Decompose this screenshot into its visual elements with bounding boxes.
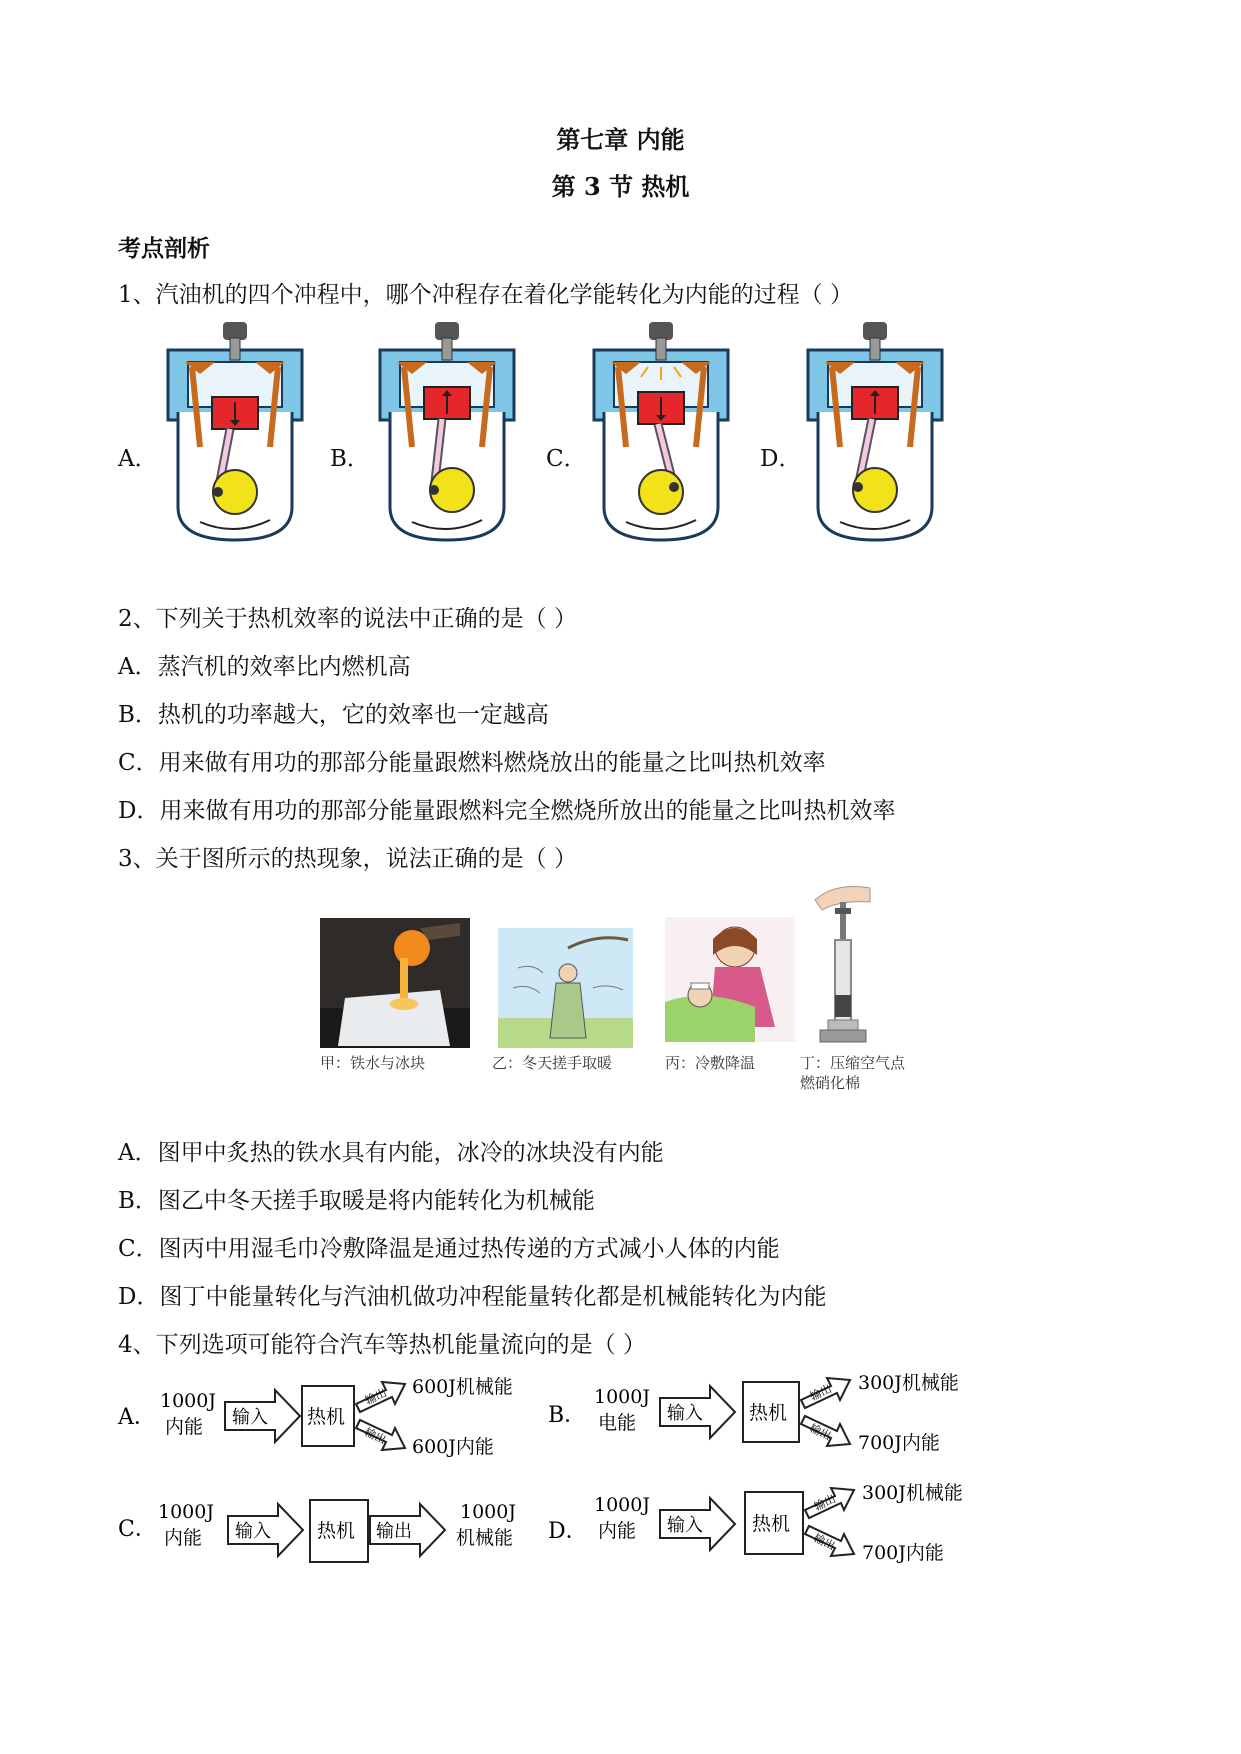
flow-b-src1: 1000J bbox=[594, 1386, 650, 1408]
flow-c-out1: 1000J bbox=[460, 1501, 516, 1523]
flow-d-out-down-text: 输出 bbox=[811, 1531, 838, 1553]
flow-a-src1: 1000J bbox=[160, 1390, 216, 1412]
q1-label-a: A． bbox=[118, 446, 158, 472]
q3-stem: 3、关于图所示的热现象，说法正确的是（ ） bbox=[118, 846, 577, 872]
flow-d-out1: 300J机械能 bbox=[862, 1482, 963, 1504]
flow-d-label: D． bbox=[548, 1519, 588, 1544]
section-title: 第 3 节 热机 bbox=[551, 172, 690, 201]
flow-b-out1: 300J机械能 bbox=[858, 1372, 959, 1394]
flow-d-src1: 1000J bbox=[594, 1494, 650, 1516]
flow-diagram-c bbox=[110, 1488, 540, 1578]
flow-c-out2: 机械能 bbox=[456, 1527, 514, 1549]
flow-a-src2: 内能 bbox=[165, 1416, 204, 1438]
flow-b-out2: 700J内能 bbox=[858, 1432, 940, 1454]
caption-ding-line2: 燃硝化棉 bbox=[800, 1074, 861, 1092]
flow-a-out1: 600J机械能 bbox=[412, 1376, 513, 1398]
flow-c-src1: 1000J bbox=[158, 1501, 214, 1523]
flow-c-output-text: 输出 bbox=[376, 1521, 412, 1542]
q3-option-b: B．图乙中冬天搓手取暖是将内能转化为机械能 bbox=[118, 1188, 595, 1214]
flow-b-input-text: 输入 bbox=[667, 1403, 703, 1424]
q2-option-a: A．蒸汽机的效率比内燃机高 bbox=[118, 654, 411, 680]
flow-d-input-text: 输入 bbox=[667, 1515, 703, 1536]
compression-tube-image bbox=[810, 880, 880, 1045]
rubbing-hands-image bbox=[498, 928, 633, 1048]
caption-yi: 乙：冬天搓手取暖 bbox=[492, 1054, 613, 1072]
chapter-title: 第七章 内能 bbox=[556, 125, 685, 154]
flow-c-engine-text: 热机 bbox=[317, 1520, 356, 1542]
flow-a-engine-text: 热机 bbox=[307, 1406, 346, 1428]
q3-option-c: C．图丙中用湿毛巾冷敷降温是通过热传递的方式减小人体的内能 bbox=[118, 1236, 780, 1262]
q3-option-d: D．图丁中能量转化与汽油机做功冲程能量转化都是机械能转化为内能 bbox=[118, 1284, 827, 1310]
q2-option-c: C．用来做有用功的那部分能量跟燃料燃烧放出的能量之比叫热机效率 bbox=[118, 750, 826, 776]
flow-c-label: C． bbox=[118, 1517, 157, 1542]
flow-diagram-a bbox=[110, 1372, 540, 1472]
flow-diagram-d bbox=[548, 1478, 988, 1578]
molten-iron-ice-image bbox=[320, 918, 470, 1048]
engine-diagram-a bbox=[160, 322, 310, 547]
flow-b-src2: 电能 bbox=[598, 1412, 637, 1434]
q1-label-c: C． bbox=[546, 446, 587, 472]
flow-b-engine-text: 热机 bbox=[749, 1402, 788, 1424]
flow-b-out-down-text: 输出 bbox=[807, 1421, 834, 1443]
q3-option-a: A．图甲中炙热的铁水具有内能，冰冷的冰块没有内能 bbox=[118, 1140, 664, 1166]
flow-a-out-up-text: 输出 bbox=[363, 1386, 389, 1408]
caption-jia: 甲：铁水与冰块 bbox=[320, 1054, 426, 1072]
flow-a-out2: 600J内能 bbox=[412, 1436, 494, 1458]
engine-diagram-b bbox=[372, 322, 522, 547]
cold-compress-image bbox=[665, 917, 795, 1042]
caption-bing: 丙：冷敷降温 bbox=[665, 1054, 756, 1072]
q1-label-b: B． bbox=[330, 446, 370, 472]
caption-ding-line1: 丁：压缩空气点 bbox=[800, 1054, 906, 1072]
q1-label-d: D． bbox=[760, 446, 802, 472]
q2-option-d: D．用来做有用功的那部分能量跟燃料完全燃烧所放出的能量之比叫热机效率 bbox=[118, 798, 896, 824]
flow-d-src2: 内能 bbox=[598, 1520, 637, 1542]
q1-stem: 1、汽油机的四个冲程中，哪个冲程存在着化学能转化为内能的过程（ ） bbox=[118, 282, 853, 308]
engine-diagram-c bbox=[586, 322, 736, 547]
flow-c-input-text: 输入 bbox=[235, 1521, 271, 1542]
flow-c-src2: 内能 bbox=[164, 1527, 203, 1549]
flow-b-out-up-text: 输出 bbox=[808, 1382, 834, 1404]
q4-stem: 4、下列选项可能符合汽车等热机能量流向的是（ ） bbox=[118, 1332, 646, 1358]
flow-a-out-down-text: 输出 bbox=[362, 1425, 389, 1447]
engine-diagram-d bbox=[800, 322, 950, 547]
flow-a-input-text: 输入 bbox=[232, 1407, 268, 1428]
flow-d-out2: 700J内能 bbox=[862, 1542, 944, 1564]
flow-diagram-b bbox=[548, 1370, 988, 1470]
q2-stem: 2、下列关于热机效率的说法中正确的是（ ） bbox=[118, 606, 577, 632]
flow-b-label: B． bbox=[548, 1403, 587, 1428]
q2-option-b: B．热机的功率越大，它的效率也一定越高 bbox=[118, 702, 549, 728]
flow-d-engine-text: 热机 bbox=[752, 1513, 791, 1535]
flow-d-out-up-text: 输出 bbox=[812, 1492, 838, 1514]
flow-a-label: A． bbox=[118, 1405, 156, 1430]
topic-heading: 考点剖析 bbox=[118, 235, 210, 262]
